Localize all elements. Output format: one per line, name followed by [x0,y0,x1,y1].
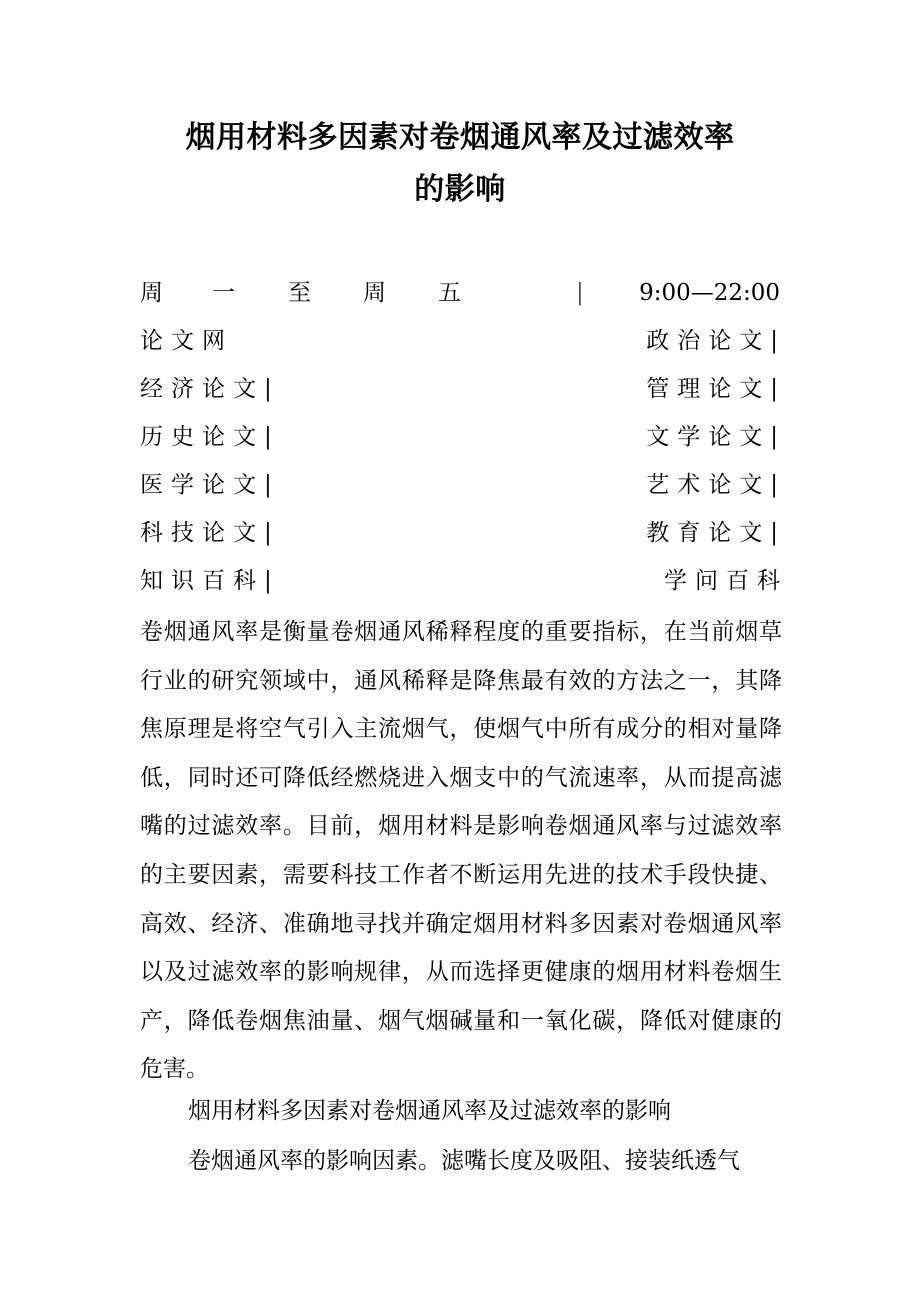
hours-row [140,275,780,311]
nav-row-5 [140,515,786,551]
nav-link-economics[interactable]: 经济论文| [140,376,280,402]
hours-day: 周 [140,280,163,306]
hours-time: 9:00—22:00 [639,280,780,306]
title-line-1: 烟用材料多因素对卷烟通风率及过滤效率 [185,120,735,155]
hours-day: 五 [438,280,461,306]
hours-day: 周 [363,280,386,306]
nav-row-3 [140,419,786,455]
nav-link-medicine[interactable]: 医学论文| [140,472,280,498]
nav-row-2 [140,371,786,407]
nav-link-technology[interactable]: 科技论文| [140,520,280,546]
nav-row-1 [140,323,786,359]
nav-link-knowledge[interactable]: 知识百科| [140,568,280,594]
nav-link-management[interactable]: 管理论文| [646,376,786,402]
nav-row-4 [140,467,786,503]
nav-link-politics[interactable]: 政治论文| [646,328,786,354]
title-line-2: 的影响 [414,172,506,207]
nav-link-learning[interactable]: 学问百科 [664,568,788,594]
nav-link-art[interactable]: 艺术论文| [646,472,786,498]
hours-day: 至 [288,280,311,306]
paragraph-2-start: 卷烟通风率的影响因素。滤嘴长度及吸阻、接装纸透气 [188,1148,740,1174]
nav-row-6 [140,563,788,599]
intro-paragraph: 卷烟通风率是衡量卷烟通风稀释程度的重要指标，在当前烟草行业的研究领域中，通风稀释是降焦最有效的方法之一，其降焦原理是将空气引入主流烟气，使烟气中所有成分的相对量降低，同时还可降低经燃烧进入烟支中的气流速率，从而提高滤嘴的过滤效率。目前，烟用材料是影响卷烟通风率与过滤效率的主要因素，需要科技工作者不断运用先进的技术手段快捷、高效、经济、准确地寻找并确定烟用材料多因素对卷烟通风率以及过滤效率的影响规律，从而选择更健康的烟用材料卷烟生产，降低卷烟焦油量、烟气烟碱量和一氧化碳，降低对健康的危害。 [140,619,782,1083]
document-title [140,112,780,216]
nav-link-literature[interactable]: 文学论文| [646,424,786,450]
nav-link-education[interactable]: 教育论文| [646,520,786,546]
section-subtitle: 烟用材料多因素对卷烟通风率及过滤效率的影响 [188,1098,671,1124]
nav-link-history[interactable]: 历史论文| [140,424,280,450]
hours-day: 一 [212,280,235,306]
hours-separator: | [576,280,584,306]
site-name[interactable]: 论文网 [140,328,233,354]
